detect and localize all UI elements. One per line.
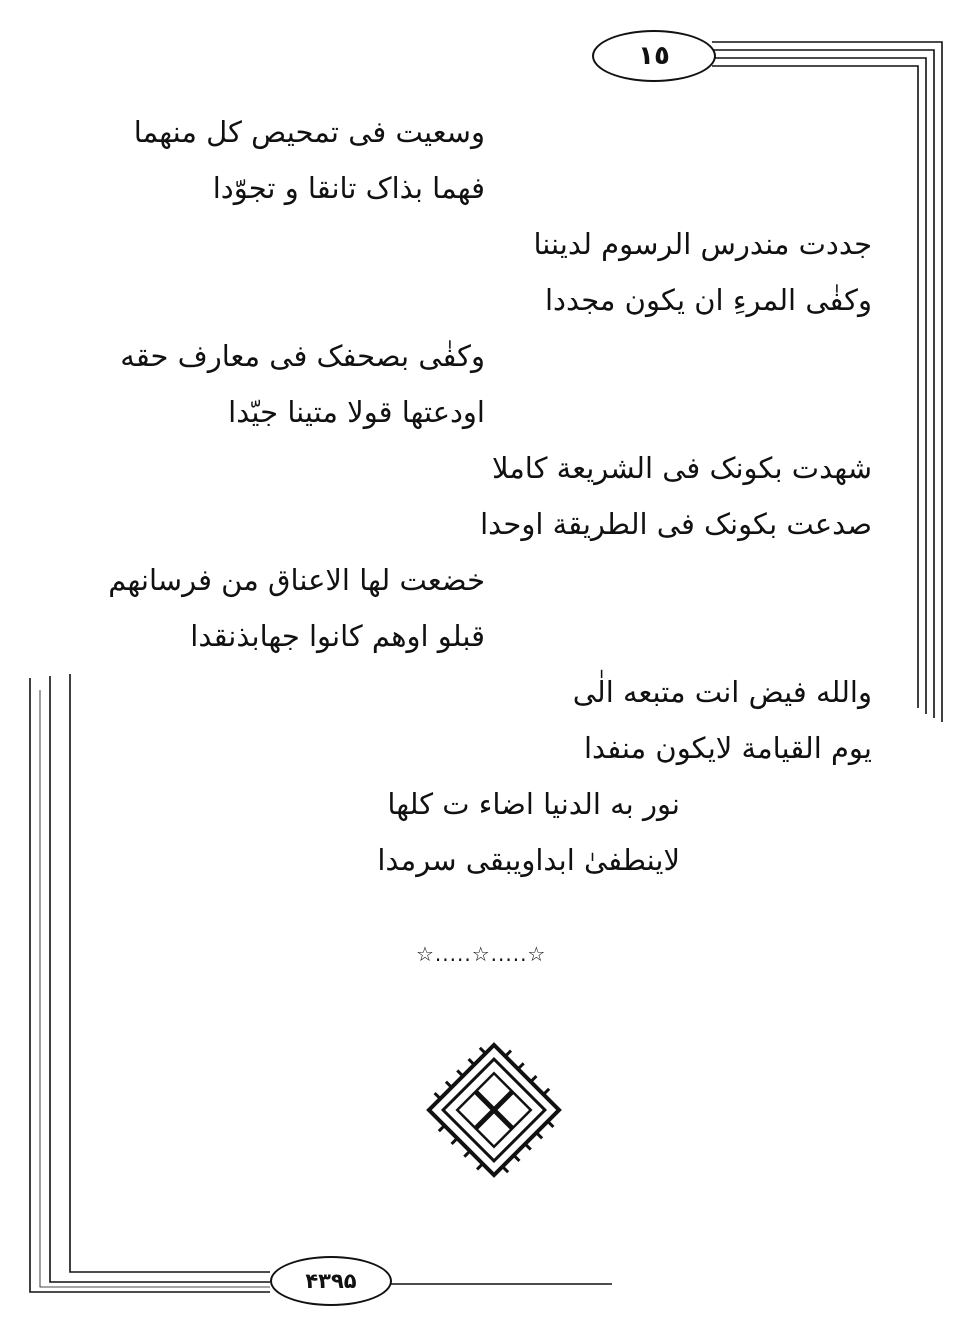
verse-line: فهما بذاک تانقا و تجوّدا (212, 171, 485, 205)
calligraphy-emblem-icon (420, 1036, 568, 1184)
verse-line: والله فیض انت متبعه الٰی (572, 675, 872, 709)
verse-line: لاینطفیٰ ابداویبقی سرمدا (377, 843, 680, 877)
verse-line: صدعت بکونک فی الطریقة اوحدا (480, 507, 872, 541)
page-number-bottom: ۴۳۹۵ (270, 1256, 392, 1306)
verse-line: وکفٰی المرءِ ان یکون مجددا (545, 283, 872, 317)
verse-line: وکفٰی بصحفک فی معارف حقه (120, 339, 485, 373)
verse-line: یوم القیامة لایکون منفدا (583, 731, 872, 765)
verse-line: جددت مندرس الرسوم لدیننا (533, 227, 872, 261)
page-number-top: ١٥ (592, 30, 716, 82)
verse-line: قبلو اوهم کانوا جهابذنقدا (190, 619, 485, 653)
verse-line: اودعتها قولا متینا جیّدا (228, 395, 485, 429)
verse-line: نور به الدنیا اضاء ت کلها (387, 787, 680, 821)
verse-line: خضعت لها الاعناق من فرسانهم (108, 563, 485, 597)
verse-line: شهدت بکونک فی الشریعة کاملا (491, 451, 872, 485)
verse-line: وسعیت فی تمحیص کل منهما (133, 115, 485, 149)
star-divider: ☆.....☆.....☆ (416, 942, 547, 966)
